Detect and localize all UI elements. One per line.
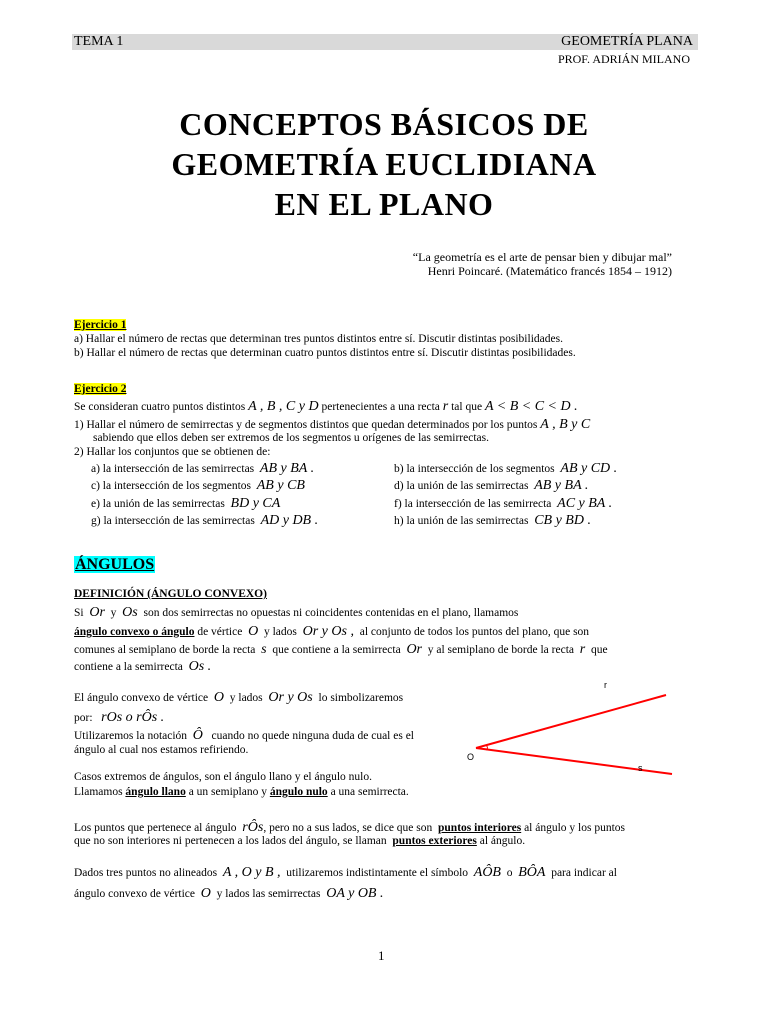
header-topic: TEMA 1 bbox=[74, 34, 124, 49]
puntos-line-2: que no son interiores ni pertenecen a los lados del ángulo, se llaman puntos exteriores al ángulo. bbox=[74, 835, 526, 847]
ejercicio-1-b: b) Hallar el número de rectas que determinan cuatro puntos distintos entre sí. Discutir distintas posibilidades. bbox=[74, 347, 576, 359]
angle-arc bbox=[486, 745, 488, 750]
quote-attribution: Henri Poincaré. (Matemático francés 1854 – 1912) bbox=[427, 264, 672, 278]
ejercicio-2-heading: Ejercicio 2 bbox=[74, 383, 127, 395]
header-author: PROF. ADRIÁN MILANO bbox=[557, 52, 690, 66]
ray-os bbox=[476, 748, 672, 774]
ejercicio-2-q1: 1) Hallar el número de semirrectas y de segmentos distintos que quedan determinados por los puntos A , B y C bbox=[74, 417, 591, 432]
ejercicio-2-item-g: g) la intersección de las semirrectas AD y DB . bbox=[91, 513, 319, 528]
ray-or bbox=[476, 695, 666, 748]
ejercicio-2-item-a: a) la intersección de las semirrectas AB y BA . bbox=[91, 461, 315, 476]
ejercicio-2-intro: Se consideran cuatro puntos distintos A , B , C y D pertenecientes a una recta r tal que A < B < C < D . bbox=[74, 399, 578, 414]
dados-line-2: ángulo convexo de vértice O y lados las semirrectas OA y OB . bbox=[74, 886, 384, 901]
ejercicio-1-a: a) Hallar el número de rectas que determinan tres puntos distintos entre sí. Discutir distintas posibilidades. bbox=[74, 333, 563, 345]
page-number: 1 bbox=[378, 948, 385, 963]
dados-line-1: Dados tres puntos no alineados A , O y B , utilizaremos indistintamente el símbolo AÔB o BÔA para indicar al bbox=[74, 865, 617, 880]
casos-line-2: Llamamos ángulo llano a un semiplano y ángulo nulo a una semirrecta. bbox=[74, 786, 409, 798]
definicion-line-3: comunes al semiplano de borde la recta s que contiene a la semirrecta Or y al semiplano de borde la recta r que bbox=[74, 642, 608, 657]
header-subject: GEOMETRÍA PLANA bbox=[561, 34, 693, 49]
label-o: O bbox=[467, 752, 475, 762]
notacion-line-2: ángulo al cual nos estamos refiriendo. bbox=[74, 744, 249, 756]
casos-line-1: Casos extremos de ángulos, son el ángulo llano y el ángulo nulo. bbox=[74, 771, 372, 783]
angle-figure bbox=[462, 670, 692, 785]
label-r: r bbox=[604, 680, 607, 690]
definicion-line-2: ángulo convexo o ángulo de vértice O y lados Or y Os , al conjunto de todos los puntos del plano, que son bbox=[74, 624, 590, 639]
title-line-3: EN EL PLANO bbox=[274, 186, 494, 222]
angulos-heading: ÁNGULOS bbox=[75, 556, 155, 573]
ejercicio-2-q1-cont: sabiendo que ellos deben ser extremos de los segmentos u orígenes de las semirrectas. bbox=[93, 432, 489, 444]
ejercicio-2-item-h: h) la unión de las semirrectas CB y BD . bbox=[394, 513, 591, 528]
ejercicio-2-item-b: b) la intersección de los segmentos AB y CD . bbox=[394, 461, 618, 476]
notacion-line-1: Utilizaremos la notación Ô cuando no quede ninguna duda de cual es el bbox=[74, 728, 415, 743]
simbolo-line-2: por: rOs o rÔs . bbox=[74, 710, 165, 725]
title-line-2: GEOMETRÍA EUCLIDIANA bbox=[171, 146, 597, 182]
simbolo-line-1: El ángulo convexo de vértice O y lados Or y Os lo simbolizaremos bbox=[74, 690, 404, 705]
ejercicio-2-item-d: d) la unión de las semirrectas AB y BA . bbox=[394, 478, 589, 493]
ejercicio-2-item-e: e) la unión de las semirrectas BD y CA bbox=[91, 496, 281, 511]
ejercicio-2-item-f: f) la intersección de las semirrecta AC y BA . bbox=[394, 496, 613, 511]
quote-line-1: “La geometría es el arte de pensar bien y dibujar mal” bbox=[412, 250, 672, 264]
ejercicio-2-q2: 2) Hallar los conjuntos que se obtienen de: bbox=[74, 446, 271, 458]
title-line-1: CONCEPTOS BÁSICOS DE bbox=[179, 106, 589, 142]
definicion-line-1: Si Or y Os son dos semirrectas no opuestas ni coincidentes contenidas en el plano, llamamos bbox=[74, 605, 519, 620]
label-s: s bbox=[638, 763, 643, 773]
ejercicio-1-heading: Ejercicio 1 bbox=[74, 319, 127, 331]
puntos-line-1: Los puntos que pertenece al ángulo rÔs, pero no a sus lados, se dice que son puntos interiores al ángulo y los puntos bbox=[74, 820, 626, 835]
definicion-heading: DEFINICIÓN (ÁNGULO CONVEXO) bbox=[74, 588, 267, 600]
ejercicio-2-item-c: c) la intersección de los segmentos AB y CB bbox=[91, 478, 305, 493]
definicion-line-4: contiene a la semirrecta Os . bbox=[74, 659, 212, 674]
